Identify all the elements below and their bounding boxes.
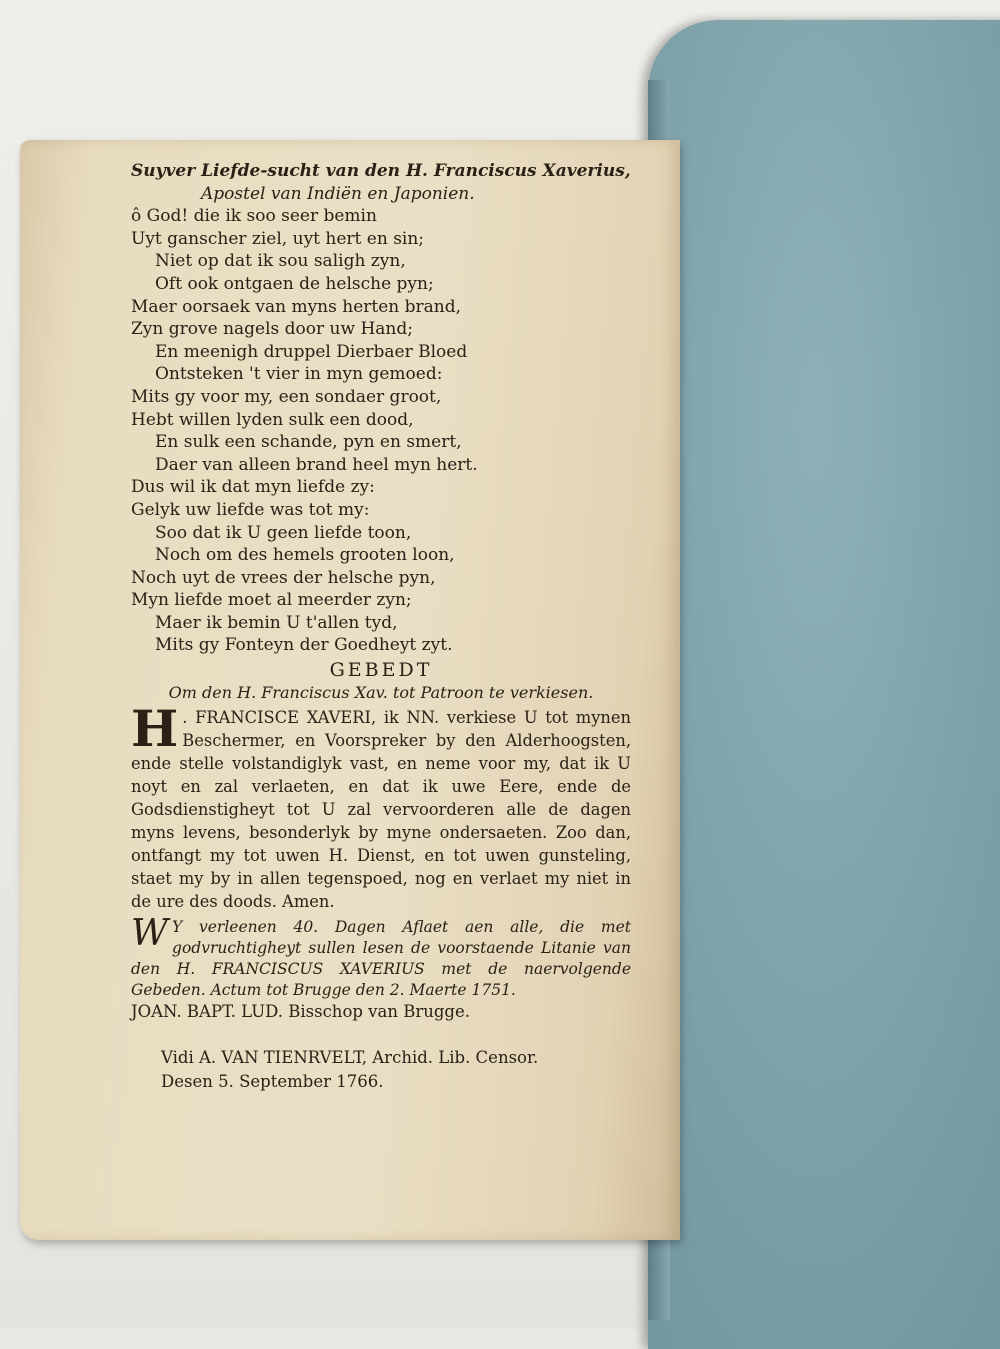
poem-line: Mits gy Fonteyn der Goedheyt zyt. — [155, 635, 453, 656]
poem-line: Gelyk uw liefde was tot my: — [131, 499, 370, 520]
indulgence-body: Y verleenen 40. Dagen Aflaet aen alle, die met godvruchtigheyt sullen lesen de voorstaende Litanie van den H. FRANCISCUS XAVERIUS met de naervolgende Gebeden. Actum tot Brugge den 2. Maerte 1751. — [131, 918, 631, 1000]
prayer-body: . FRANCISCE XAVERI, ik NN. verkiese U tot mynen Beschermer, en Voorspreker by den Alderhoogsten, ende stelle volstandiglyk vast, en neme voor my, dat ik U noyt en zal verlaeten, en dat ik uwe Eere, ende de Godsdienstigheyt tot U zal vervoorderen alle de dagen myns levens, besonderlyk by myne ondersaeten. Zoo dan, ontfangt my tot uwen H. Dienst, en tot uwen gunsteling, staet my by in allen tegenspoed, nog en verlaet my niet in de ure des doods. Amen. — [131, 708, 631, 912]
poem-line: Mits gy voor my, een sondaer groot, — [131, 386, 442, 407]
poem-line: Soo dat ik U geen liefde toon, — [155, 522, 412, 543]
indulgence-text — [131, 913, 631, 1001]
poem-line: Daer van alleen brand heel myn hert. — [155, 454, 478, 475]
censor-approval — [131, 1046, 631, 1094]
poem-line: En sulk een schande, pyn en smert, — [155, 432, 462, 453]
poem-line: En meenigh druppel Dierbaer Bloed — [155, 341, 468, 362]
poem-line: Dus wil ik dat myn liefde zy: — [131, 477, 375, 498]
poem-subtitle: Apostel van Indiën en Japonien. — [201, 183, 475, 204]
poem-line: Hebt willen lyden sulk een dood, — [131, 409, 414, 430]
prayer-title: GEBEDT — [329, 659, 433, 682]
poem-line: Oft ook ontgaen de helsche pyn; — [155, 273, 434, 294]
poem-line: Maer oorsaek van myns herten brand, — [131, 296, 462, 317]
prayer-text — [131, 699, 631, 913]
poem-line: Noch om des hemels grooten loon, — [155, 545, 455, 566]
poem — [131, 205, 631, 657]
poem-line: Ontsteken 't vier in myn gemoed: — [155, 364, 443, 385]
poem-line: ô God! die ik soo seer bemin — [131, 206, 377, 227]
poem-line: Zyn grove nagels door uw Hand; — [131, 319, 413, 340]
prayer-subtitle: Om den H. Franciscus Xav. tot Patroon te verkiesen. — [168, 682, 594, 702]
poem-line: Niet op dat ik sou saligh zyn, — [155, 251, 406, 272]
poem-title: Suyver Liefde-sucht van den H. Franciscus Xaverius, — [131, 161, 631, 181]
bishop-signature: JOAN. BAPT. LUD. Bisschop van Brugge. — [131, 1002, 470, 1022]
poem-line: Maer ik bemin U t'allen tyd, — [155, 612, 398, 633]
page-text — [131, 160, 631, 1094]
poem-line: Uyt ganscher ziel, uyt hert en sin; — [131, 228, 425, 249]
poem-line: Noch uyt de vrees der helsche pyn, — [131, 567, 436, 588]
prayer-dropcap: H — [131, 699, 179, 759]
book-cover — [648, 20, 1000, 1349]
censor-line: Vidi A. VAN TIENRVELT, Archid. Lib. Censor. — [161, 1047, 539, 1067]
approval-date: Desen 5. September 1766. — [161, 1071, 384, 1091]
indulgence-dropcap: W — [131, 913, 169, 955]
poem-line: Myn liefde moet al meerder zyn; — [131, 590, 412, 611]
